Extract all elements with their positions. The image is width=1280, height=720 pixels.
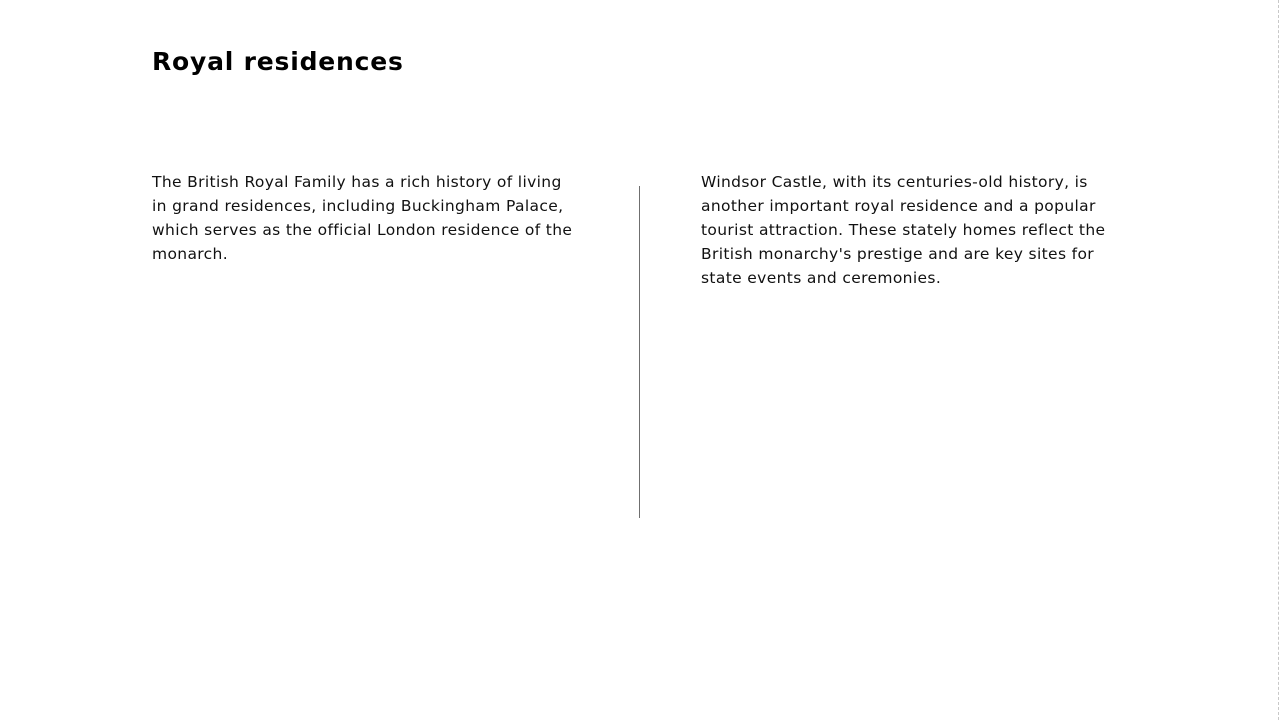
- page-edge-guide: [1278, 0, 1279, 720]
- right-column-text: Windsor Castle, with its centuries-old history, is another important royal residence and a popular tourist attraction. These stately homes reflect the British monarchy's prestige and are key sites for state events and ceremonies.: [701, 173, 1106, 287]
- slide-title: Royal residences: [152, 47, 404, 76]
- column-divider: [639, 186, 640, 518]
- left-column-text: The British Royal Family has a rich history of living in grand residences, including Buckingham Palace, which serves as the official London residence of the monarch.: [152, 173, 573, 263]
